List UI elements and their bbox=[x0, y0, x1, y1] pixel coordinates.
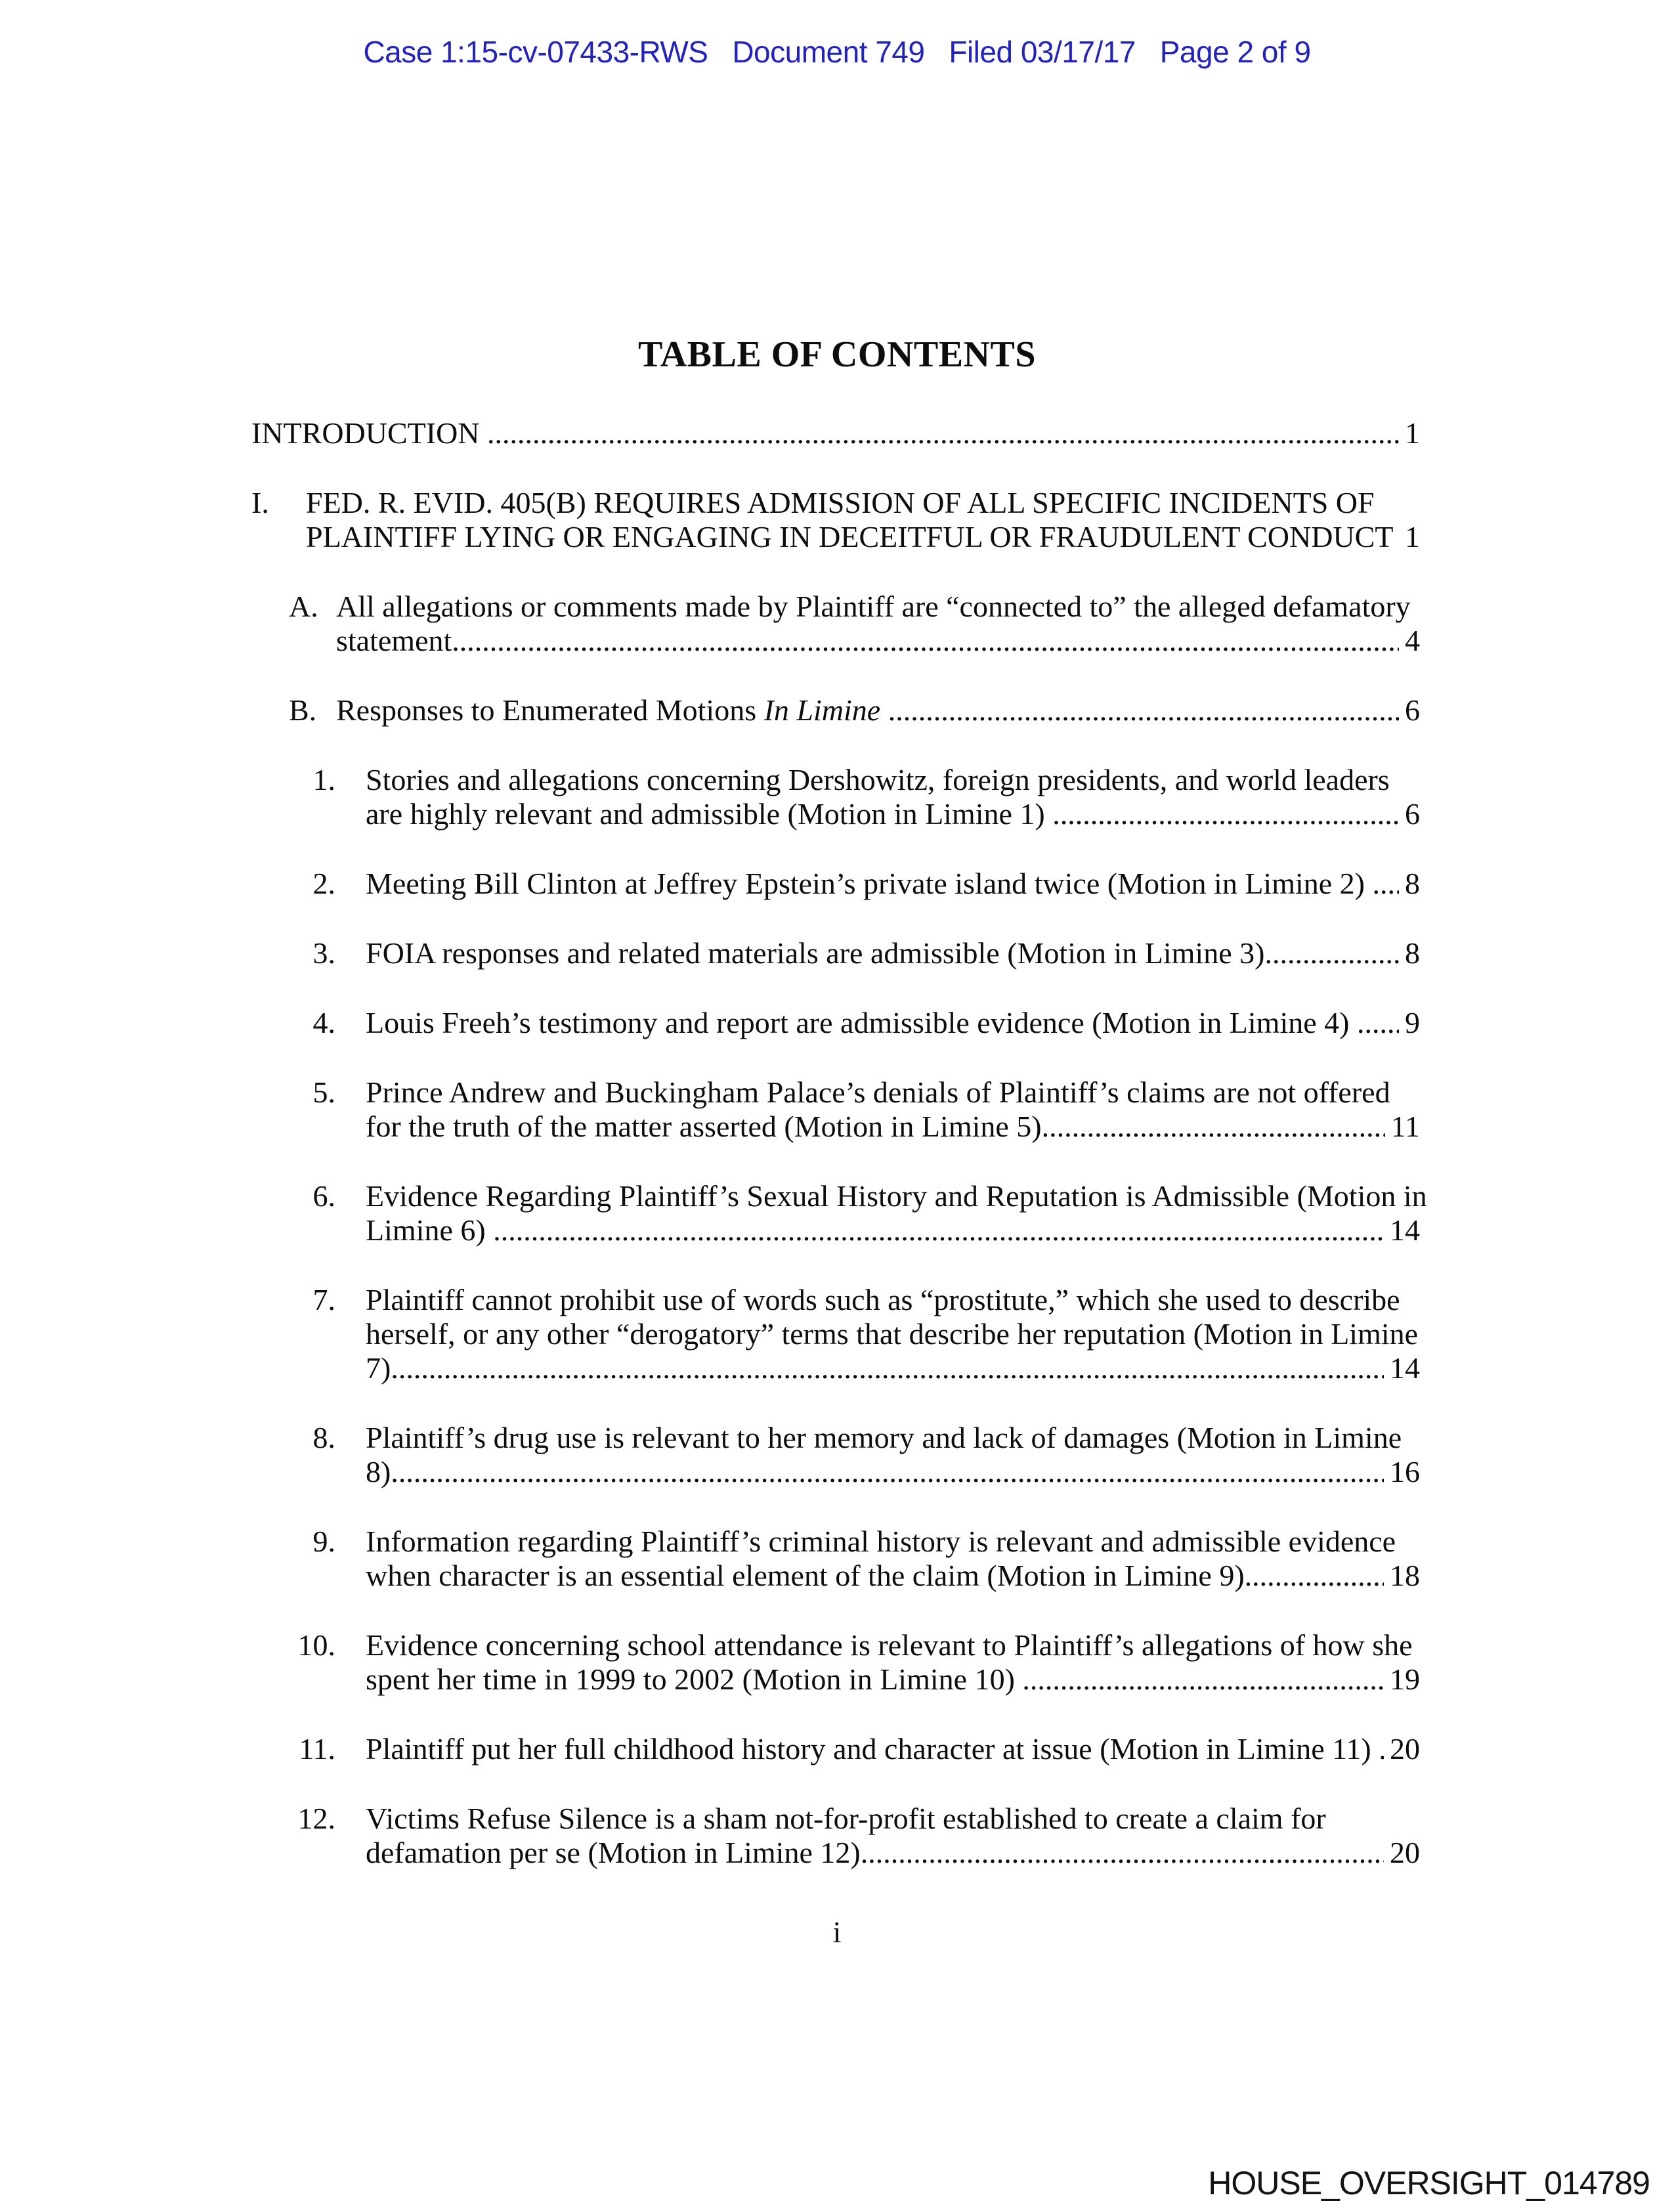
toc-entry-motion-2 bbox=[251, 867, 1420, 901]
toc-entry-motion-9 bbox=[251, 1525, 1420, 1593]
toc-line bbox=[336, 624, 1420, 658]
toc-line bbox=[366, 1283, 1420, 1317]
toc-entry-motion-4 bbox=[251, 1006, 1420, 1040]
toc-text: Prince Andrew and Buckingham Palace’s denials of Plaintiff’s claims are not offered bbox=[366, 1075, 1390, 1109]
toc-entry-label: 1. bbox=[312, 763, 335, 796]
toc-entry-label: B. bbox=[289, 693, 317, 727]
toc-line bbox=[366, 1628, 1420, 1662]
toc-text: statement bbox=[336, 624, 452, 657]
toc-line-text bbox=[366, 1283, 1400, 1316]
toc-text: Responses to Enumerated Motions bbox=[336, 693, 764, 727]
toc-page-number: 14 bbox=[1390, 1213, 1420, 1247]
toc-text: FED. R. EVID. 405(B) REQUIRES ADMISSION OF ALL SPECIFIC INCIDENTS OF bbox=[306, 486, 1375, 519]
toc-line bbox=[366, 1732, 1420, 1766]
toc-line bbox=[366, 1455, 1420, 1489]
toc-page-number: 6 bbox=[1405, 797, 1420, 831]
toc-entry-label: 7. bbox=[312, 1283, 335, 1316]
dot-leader bbox=[1373, 867, 1400, 901]
toc-entry-label: 11. bbox=[299, 1732, 335, 1766]
toc-line bbox=[251, 416, 1420, 450]
toc-entry-section-i-a bbox=[251, 590, 1420, 658]
toc-line-text bbox=[366, 936, 1264, 970]
toc-line bbox=[366, 1351, 1420, 1385]
toc-line bbox=[366, 1213, 1420, 1247]
toc-entry-label: I. bbox=[251, 486, 269, 519]
toc-text: 8) bbox=[366, 1455, 391, 1488]
dot-leader bbox=[1264, 936, 1399, 970]
toc-text: 7) bbox=[366, 1351, 391, 1385]
toc-line-text bbox=[336, 693, 888, 727]
toc-line bbox=[366, 1110, 1420, 1144]
toc-line-text bbox=[366, 1628, 1413, 1662]
toc-line bbox=[366, 1525, 1420, 1559]
toc-line bbox=[366, 936, 1420, 970]
toc-entry-section-i bbox=[251, 486, 1420, 554]
dot-leader bbox=[1052, 797, 1399, 831]
toc-entry-motion-7 bbox=[251, 1283, 1420, 1385]
toc-text: for the truth of the matter asserted (Motion in Limine 5) bbox=[366, 1110, 1042, 1143]
toc-line bbox=[306, 486, 1420, 520]
toc-line-text bbox=[366, 797, 1052, 831]
toc-line-text bbox=[366, 1179, 1427, 1213]
toc-line-text bbox=[366, 1455, 391, 1489]
toc-line bbox=[366, 1662, 1420, 1697]
toc-line bbox=[366, 1317, 1420, 1351]
toc-line-text bbox=[306, 486, 1375, 519]
toc-page-number: 4 bbox=[1405, 624, 1420, 657]
toc-entry-label: 3. bbox=[312, 936, 335, 970]
toc-line-text bbox=[366, 1317, 1418, 1351]
toc-text: All allegations or comments made by Plaintiff are “connected to” the alleged defamatory bbox=[336, 590, 1411, 623]
toc-page-number: 8 bbox=[1405, 867, 1420, 900]
toc-line-text bbox=[366, 1421, 1402, 1454]
toc-line-text bbox=[366, 1732, 1379, 1766]
toc-line-text bbox=[366, 763, 1390, 796]
toc-line-text bbox=[366, 1559, 1245, 1593]
toc-text: herself, or any other “derogatory” terms that describe her reputation (Motion in Limine bbox=[366, 1317, 1419, 1351]
toc-page-number: 14 bbox=[1390, 1351, 1420, 1385]
toc-entry-motion-11 bbox=[251, 1732, 1420, 1766]
toc-line bbox=[366, 1006, 1420, 1040]
bates-number: HOUSE_OVERSIGHT_014789 bbox=[1208, 2165, 1650, 2201]
toc-entry-introduction bbox=[251, 416, 1420, 450]
page-number: i bbox=[832, 1915, 842, 1949]
toc-line-text bbox=[251, 416, 487, 450]
toc-text: spent her time in 1999 to 2002 (Motion in Limine 10) bbox=[366, 1662, 1023, 1696]
toc-page-number: 16 bbox=[1390, 1455, 1420, 1488]
toc-line-text bbox=[366, 1525, 1396, 1558]
toc-entry-motion-8 bbox=[251, 1421, 1420, 1489]
toc-line-text bbox=[336, 590, 1411, 623]
toc-page-number: 11 bbox=[1390, 1110, 1420, 1143]
toc-page-number: 8 bbox=[1405, 936, 1420, 970]
toc-page-number: 1 bbox=[1405, 520, 1420, 553]
dot-leader bbox=[487, 416, 1399, 450]
toc bbox=[251, 416, 1427, 1870]
toc-line-text bbox=[366, 1351, 391, 1385]
toc-page-number: 20 bbox=[1390, 1732, 1420, 1766]
toc-line-text bbox=[366, 1836, 861, 1870]
toc-text: FOIA responses and related materials are admissible (Motion in Limine 3) bbox=[366, 936, 1265, 970]
toc-line bbox=[366, 1179, 1427, 1213]
toc-line-text bbox=[366, 1213, 493, 1247]
toc-entry-motion-10 bbox=[251, 1628, 1420, 1697]
toc-line bbox=[366, 1421, 1420, 1455]
toc-text: PLAINTIFF LYING OR ENGAGING IN DECEITFUL OR FRAUDULENT CONDUCT bbox=[306, 520, 1394, 553]
toc-entry-label: 8. bbox=[312, 1421, 335, 1454]
toc-entry-section-i-b bbox=[251, 693, 1420, 727]
toc-text: are highly relevant and admissible (Motion in Limine 1) bbox=[366, 797, 1053, 831]
dot-leader bbox=[493, 1213, 1384, 1247]
toc-line-text bbox=[366, 867, 1373, 901]
dot-leader bbox=[391, 1351, 1384, 1385]
dot-leader bbox=[1022, 1662, 1384, 1697]
toc-text: Plaintiff put her full childhood history and character at issue (Motion in Limine 11) bbox=[366, 1732, 1379, 1766]
toc-text-italic: In Limine bbox=[763, 693, 881, 727]
case-stamp-header: Case 1:15-cv-07433-RWS Document 749 Filed 03/17/17 Page 2 of 9 bbox=[363, 35, 1311, 69]
toc-page-number: 18 bbox=[1390, 1559, 1420, 1592]
toc-text: Limine 6) bbox=[366, 1213, 494, 1247]
toc-entry-motion-6 bbox=[251, 1179, 1427, 1247]
toc-text: Evidence Regarding Plaintiff’s Sexual History and Reputation is Admissible (Motion in bbox=[366, 1179, 1427, 1213]
toc-entry-label: 5. bbox=[312, 1075, 335, 1109]
dot-leader bbox=[888, 693, 1399, 727]
dot-leader bbox=[391, 1455, 1384, 1489]
toc-line-text bbox=[366, 1802, 1326, 1835]
toc-entry-motion-12 bbox=[251, 1802, 1420, 1870]
toc-line bbox=[336, 590, 1420, 624]
toc-entry-label: 10. bbox=[297, 1628, 335, 1662]
toc-line-text bbox=[306, 520, 1393, 554]
toc-page-number: 1 bbox=[1405, 416, 1420, 450]
toc-text: INTRODUCTION bbox=[251, 416, 488, 450]
toc-text: Louis Freeh’s testimony and report are admissible evidence (Motion in Limine 4) bbox=[366, 1006, 1357, 1039]
toc-text: Stories and allegations concerning Dershowitz, foreign presidents, and world leaders bbox=[366, 763, 1390, 796]
toc-line bbox=[366, 1836, 1420, 1870]
toc-line-text bbox=[336, 624, 452, 658]
toc-line bbox=[366, 763, 1420, 797]
toc-line bbox=[366, 1802, 1420, 1836]
toc-line bbox=[366, 1559, 1420, 1593]
toc-entry-label: 12. bbox=[297, 1802, 335, 1835]
toc-line-text bbox=[366, 1110, 1042, 1144]
toc-page-number: 20 bbox=[1390, 1836, 1420, 1869]
dot-leader bbox=[861, 1836, 1384, 1870]
toc-entry-label: 2. bbox=[312, 867, 335, 900]
toc-text: Plaintiff cannot prohibit use of words such as “prostitute,” which she used to describe bbox=[366, 1283, 1400, 1316]
toc-line bbox=[366, 797, 1420, 831]
toc-line-text bbox=[366, 1662, 1022, 1697]
toc-text: defamation per se (Motion in Limine 12) bbox=[366, 1836, 861, 1869]
toc-entry-label: 4. bbox=[312, 1006, 335, 1039]
toc-text: Information regarding Plaintiff’s criminal history is relevant and admissible evidence bbox=[366, 1525, 1396, 1558]
toc-line bbox=[366, 1075, 1420, 1110]
toc-text: Plaintiff’s drug use is relevant to her memory and lack of damages (Motion in Limine bbox=[366, 1421, 1402, 1454]
toc-page-number: 9 bbox=[1405, 1006, 1420, 1039]
page-title: TABLE OF CONTENTS bbox=[638, 334, 1036, 375]
toc-line bbox=[336, 693, 1420, 727]
toc-line-text bbox=[366, 1075, 1390, 1109]
toc-entry-motion-1 bbox=[251, 763, 1420, 831]
toc-line bbox=[366, 867, 1420, 901]
toc-text bbox=[880, 693, 888, 727]
dot-leader bbox=[1042, 1110, 1385, 1144]
toc-text: Meeting Bill Clinton at Jeffrey Epstein’s private island twice (Motion in Limine 2) bbox=[366, 867, 1373, 900]
toc-line-text bbox=[366, 1006, 1357, 1040]
dot-leader bbox=[1245, 1559, 1384, 1593]
toc-text: Evidence concerning school attendance is relevant to Plaintiff’s allegations of how she bbox=[366, 1628, 1413, 1662]
toc-page-number: 6 bbox=[1405, 693, 1420, 727]
dot-leader bbox=[1379, 1732, 1384, 1766]
toc-entry-motion-5 bbox=[251, 1075, 1420, 1144]
toc-text: Victims Refuse Silence is a sham not-for-profit established to create a claim for bbox=[366, 1802, 1326, 1835]
dot-leader bbox=[452, 624, 1399, 658]
toc-entry-label: 9. bbox=[312, 1525, 335, 1558]
toc-text: when character is an essential element of the claim (Motion in Limine 9) bbox=[366, 1559, 1245, 1592]
dot-leader bbox=[1357, 1006, 1399, 1040]
toc-page-number: 19 bbox=[1390, 1662, 1420, 1696]
toc-entry-label: 6. bbox=[312, 1179, 335, 1213]
toc-entry-motion-3 bbox=[251, 936, 1420, 970]
toc-line bbox=[306, 520, 1420, 554]
toc-entry-label: A. bbox=[289, 590, 318, 623]
